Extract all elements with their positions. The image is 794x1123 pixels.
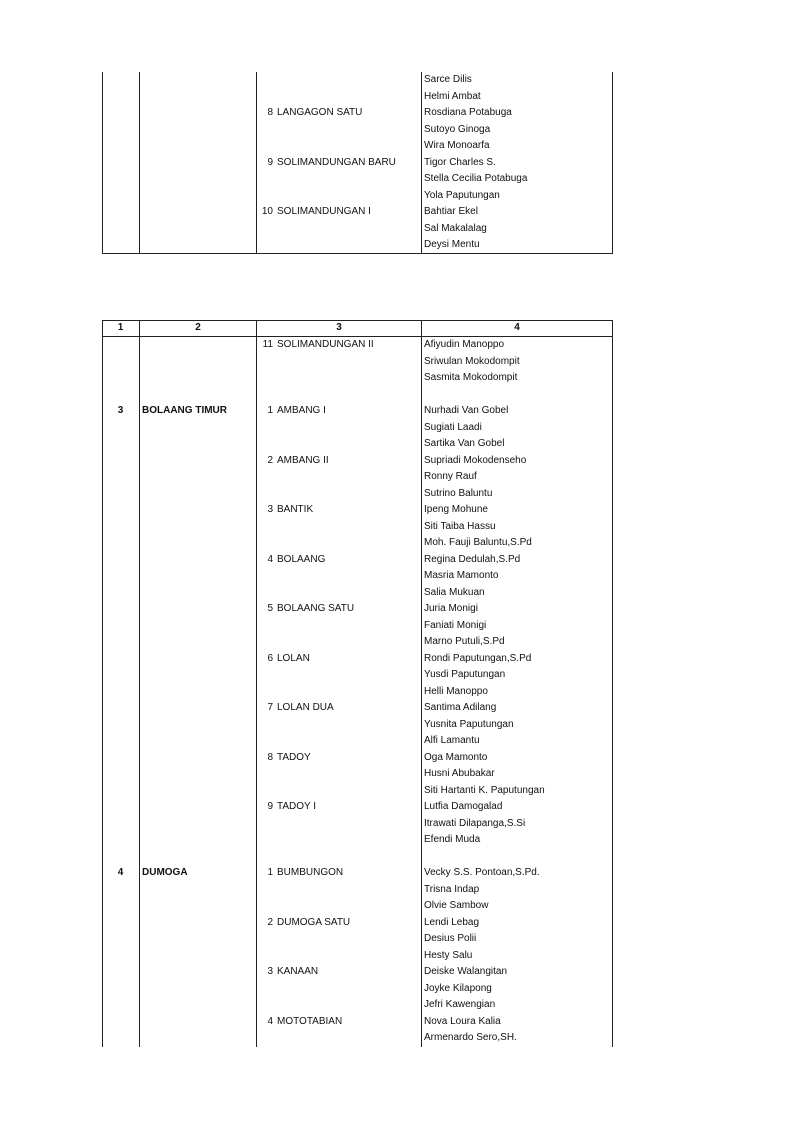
officer-name: Ipeng Mohune	[424, 504, 488, 515]
table-row	[102, 849, 613, 866]
table-row	[102, 799, 613, 816]
village-number: 1	[267, 867, 273, 878]
table-row	[102, 370, 613, 387]
village-number: 11	[262, 339, 273, 350]
officer-name: Desius Polii	[424, 933, 477, 944]
officer-name: Sugiati Laadi	[424, 421, 482, 433]
officer-name: Regina Dedulah,S.Pd	[424, 553, 521, 565]
officer-name: Helmi Ambat	[424, 90, 481, 102]
village-name: TADOY	[277, 751, 311, 763]
village-name: DUMOGA SATU	[277, 916, 351, 928]
village-number: 9	[267, 156, 273, 168]
village-number: 3	[267, 504, 273, 515]
table-row	[102, 122, 613, 139]
table-row	[102, 535, 613, 552]
table-row	[102, 981, 613, 998]
header-col-3: 3	[336, 322, 342, 333]
officer-name: Salia Mukuan	[424, 586, 485, 598]
table-row	[102, 667, 613, 684]
officer-name: Ronny Rauf	[424, 471, 477, 482]
district-name: DUMOGA	[142, 867, 188, 878]
officer-table	[102, 320, 613, 1047]
table-row	[102, 171, 613, 188]
table-row	[102, 651, 613, 668]
village-name: BOLAANG	[277, 553, 326, 565]
table-row	[102, 420, 613, 437]
table-row	[102, 237, 613, 254]
officer-name: Husni Abubakar	[424, 768, 495, 779]
table-row	[102, 1030, 613, 1047]
table-row	[102, 997, 613, 1014]
officer-name: Hesty Salu	[424, 949, 473, 961]
village-number: 8	[267, 751, 273, 763]
table-row	[102, 766, 613, 783]
table-row	[102, 717, 613, 734]
table-row	[102, 733, 613, 750]
officer-name: Afiyudin Manoppo	[424, 339, 505, 350]
officer-name: Yusdi Paputungan	[424, 669, 506, 680]
village-number: 4	[267, 1015, 273, 1027]
officer-name: Sutoyo Ginoga	[424, 123, 491, 135]
table-row	[102, 552, 613, 569]
officer-name: Rosdiana Potabuga	[424, 107, 512, 118]
officer-name: Deysi Mentu	[424, 239, 480, 250]
officer-name: Jefri Kawengian	[424, 999, 496, 1010]
table-row	[102, 684, 613, 701]
village-number: 9	[267, 801, 273, 812]
village-name: AMBANG I	[277, 405, 326, 416]
officer-name: Itrawati Dilapanga,S.Si	[424, 817, 526, 829]
officer-name: Siti Taiba Hassu	[424, 520, 496, 532]
table-row	[102, 618, 613, 635]
officer-name: Oga Mamonto	[424, 751, 488, 763]
officer-name: Yusnita Paputungan	[424, 718, 514, 730]
table-row	[102, 816, 613, 833]
officer-name: Sartika Van Gobel	[424, 438, 505, 449]
district-number: 4	[117, 867, 124, 878]
table-row	[102, 502, 613, 519]
village-name: LOLAN	[277, 652, 310, 664]
table-row	[102, 519, 613, 536]
village-number: 2	[267, 916, 273, 928]
village-name: BUMBUNGON	[277, 867, 344, 878]
officer-name: Faniati Monigi	[424, 619, 487, 631]
village-number: 4	[267, 553, 273, 565]
header-col-4: 4	[514, 322, 520, 333]
table-row	[102, 89, 613, 106]
header-col-1: 1	[117, 322, 124, 333]
officer-name: Lendi Lebag	[424, 916, 480, 928]
officer-name: Stella Cecilia Potabuga	[424, 173, 528, 184]
village-number: 7	[267, 702, 273, 713]
officer-name: Joyke Kilapong	[424, 982, 492, 994]
village-number: 10	[261, 206, 273, 217]
village-name: BOLAANG SATU	[277, 603, 355, 614]
officer-name: Alfi Lamantu	[424, 735, 480, 746]
officer-name: Sriwulan Mokodompit	[424, 355, 520, 367]
officer-name: Olvie Sambow	[424, 900, 489, 911]
officer-name: Vecky S.S. Pontoan,S.Pd.	[424, 867, 540, 878]
table-row	[102, 568, 613, 585]
table-row	[102, 931, 613, 948]
table-row	[102, 221, 613, 238]
officer-name: Deiske Walangitan	[424, 966, 508, 977]
officer-name: Armenardo Sero,SH.	[424, 1032, 517, 1043]
village-name: SOLIMANDUNGAN I	[277, 206, 371, 217]
table-row	[102, 486, 613, 503]
table-row	[102, 948, 613, 965]
village-name: SOLIMANDUNGAN II	[277, 339, 374, 350]
village-name: KANAAN	[277, 966, 319, 977]
officer-name: Moh. Fauji Baluntu,S.Pd	[424, 537, 532, 548]
table-row	[102, 155, 613, 172]
officer-name: Yola Paputungan	[424, 189, 500, 201]
table-row	[102, 138, 613, 155]
table-row	[102, 750, 613, 767]
officer-name: Tigor Charles S.	[424, 156, 496, 168]
officer-name: Lutfia Damogalad	[424, 801, 503, 812]
table-row	[102, 601, 613, 618]
village-number: 1	[267, 405, 273, 416]
officer-name: Sasmita Mokodompit	[424, 372, 518, 383]
village-number: 2	[267, 454, 273, 466]
table-row	[102, 898, 613, 915]
officer-name: Bahtiar Ekel	[424, 206, 478, 217]
district-number: 3	[117, 405, 124, 416]
officer-name: Sarce Dilis	[424, 74, 472, 85]
table-row	[102, 964, 613, 981]
table-row	[102, 337, 613, 354]
table-row	[102, 403, 613, 420]
village-name: LOLAN DUA	[277, 702, 334, 713]
table-row	[102, 453, 613, 470]
officer-name: Wira Monoarfa	[424, 140, 490, 151]
village-name: SOLIMANDUNGAN BARU	[277, 156, 396, 168]
table-row	[102, 882, 613, 899]
village-number: 6	[267, 652, 273, 664]
officer-name: Sal Makalalag	[424, 222, 487, 234]
district-name: BOLAANG TIMUR	[142, 405, 227, 416]
officer-name: Nova Loura Kalia	[424, 1015, 501, 1027]
village-name: MOTOTABIAN	[277, 1015, 343, 1027]
table-row	[102, 354, 613, 371]
table-row	[102, 188, 613, 205]
table-row	[102, 1014, 613, 1031]
village-name: LANGAGON SATU	[277, 107, 363, 118]
table-row	[102, 634, 613, 651]
table-row	[102, 204, 613, 221]
table-row	[102, 105, 613, 122]
table-row	[102, 783, 613, 800]
officer-name: Helli Manoppo	[424, 685, 488, 697]
officer-name: Marno Putuli,S.Pd	[424, 636, 505, 647]
table-continuation	[102, 72, 613, 254]
officer-name: Trisna Indap	[424, 883, 480, 895]
officer-name: Juria Monigi	[424, 603, 478, 614]
officer-name: Nurhadi Van Gobel	[424, 405, 509, 416]
officer-name: Siti Hartanti K. Paputungan	[424, 784, 545, 796]
table-row	[102, 865, 613, 882]
table-row	[102, 700, 613, 717]
table-row	[102, 436, 613, 453]
table-header-row	[102, 320, 613, 336]
table-row	[102, 72, 613, 89]
table-row	[102, 387, 613, 404]
village-number: 8	[267, 107, 273, 118]
officer-name: Santima Adilang	[424, 702, 497, 713]
officer-name: Sutrino Baluntu	[424, 487, 493, 499]
village-number: 3	[267, 966, 273, 977]
officer-name: Rondi Paputungan,S.Pd	[424, 652, 532, 664]
officer-name: Supriadi Mokodenseho	[424, 454, 527, 466]
village-name: AMBANG II	[277, 454, 329, 466]
village-number: 5	[267, 603, 273, 614]
table-row	[102, 832, 613, 849]
table-row	[102, 585, 613, 602]
header-col-2: 2	[195, 322, 201, 333]
table-row	[102, 469, 613, 486]
table-row	[102, 915, 613, 932]
village-name: TADOY I	[277, 801, 317, 812]
officer-name: Efendi Muda	[424, 834, 481, 845]
officer-name: Masria Mamonto	[424, 570, 499, 581]
village-name: BANTIK	[277, 504, 314, 515]
